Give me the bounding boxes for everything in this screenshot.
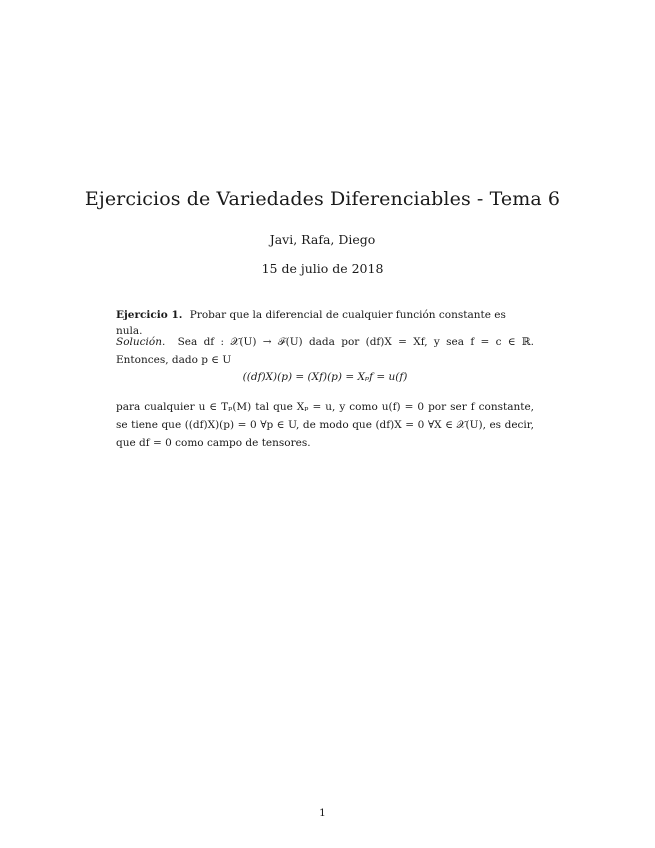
document-authors: Javi, Rafa, Diego — [269, 232, 376, 247]
display-equation: ((df)X)(p) = (Xf)(p) = Xₚf = u(f) — [242, 371, 408, 383]
exercise-label: Ejercicio 1. — [116, 309, 183, 321]
document-title: Ejercicios de Variedades Diferenciables - Tema 6 — [84, 188, 561, 210]
solution-label: Solución. — [116, 336, 166, 348]
solution-intro: Sea df : 𝒳(U) → ℱ(U) dada por (df)X = Xf, y sea f = c ∈ ℝ. Entonces, dado p ∈ U — [116, 336, 534, 366]
solution-continuation: para cualquier u ∈ Tₚ(M) tal que Xₚ = u, y como u(f) = 0 por ser f constante, se tiene que ((df)X)(p) = 0 ∀p ∈ U, de modo que (df)X = 0 ∀X ∈ 𝒳(U), es decir, que df = 0 como campo de tensores. — [116, 401, 534, 449]
solution-block — [116, 334, 534, 369]
document-date: 15 de julio de 2018 — [261, 261, 384, 276]
exercise-statement: Probar que la diferencial de cualquier función constante es nula. — [116, 309, 506, 337]
page-number: 1 — [319, 807, 326, 819]
